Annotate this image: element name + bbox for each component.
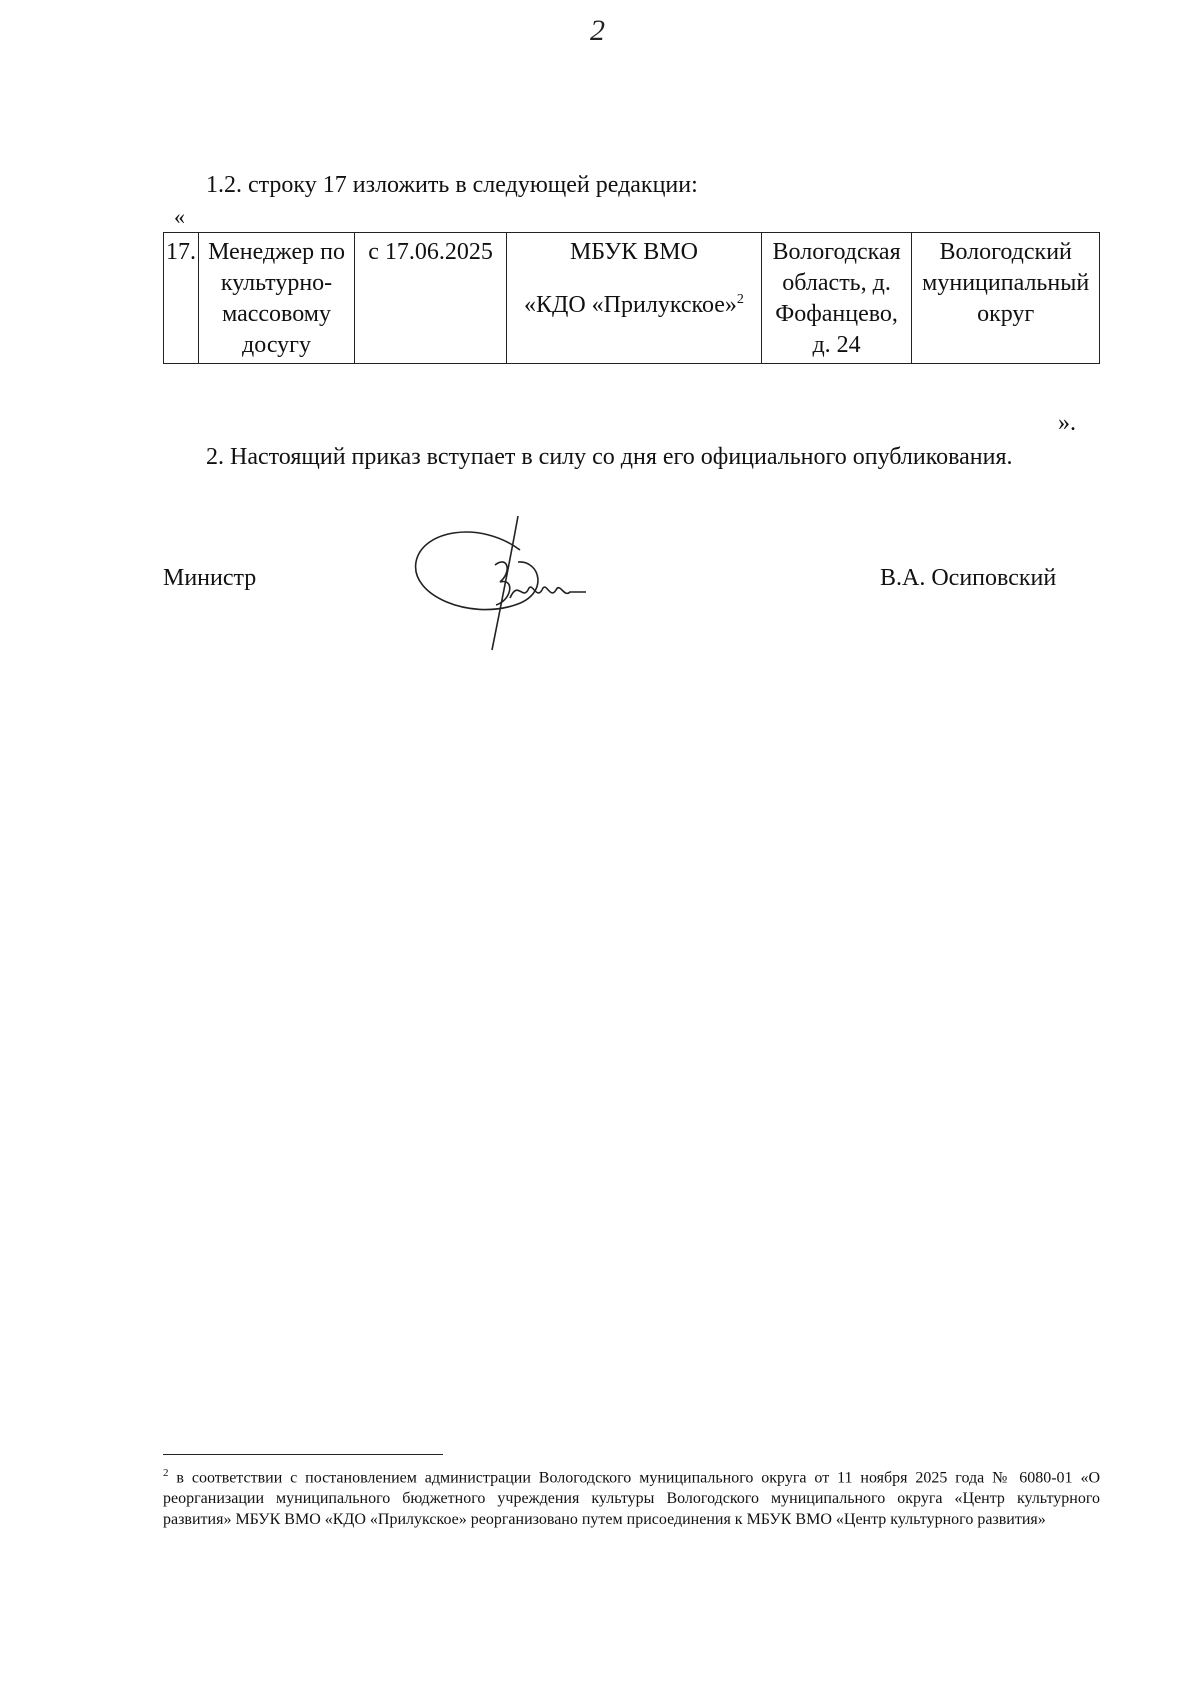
cell-address: Вологодская область, д. Фофанцево, д. 24 — [761, 233, 912, 364]
page-number: 2 — [590, 14, 605, 47]
footnote-ref: 2 — [736, 292, 744, 307]
organization-name: «КДО «Прилукское» — [523, 292, 737, 318]
organization-line-1: МБУК ВМО — [569, 239, 698, 265]
open-quote: « — [174, 204, 185, 229]
organization-line-2 — [509, 284, 759, 321]
cell-organization — [507, 233, 762, 364]
amendment-table — [163, 232, 1100, 364]
cell-position: Менеджер по культурно-массовому досугу — [199, 233, 355, 364]
cell-date: с 17.06.2025 — [355, 233, 507, 364]
table-row — [164, 233, 1100, 364]
close-quote: ». — [1058, 410, 1076, 436]
footnote — [163, 1463, 1100, 1530]
cell-row-number: 17. — [164, 233, 199, 364]
footnote-marker: 2 — [163, 1467, 169, 1479]
cell-municipality: Вологодский муниципальный округ — [912, 233, 1100, 364]
intro-line: 1.2. строку 17 изложить в следующей редакции: — [206, 172, 698, 198]
footnote-divider — [163, 1454, 443, 1455]
paragraph-2: 2. Настоящий приказ вступает в силу со дня его официального опубликования. — [206, 444, 1013, 470]
signatory-title: Министр — [163, 565, 257, 591]
footnote-text: в соответствии с постановлением администрации Вологодского муниципального округа от 11 ноября 2025 года № 6080-01 «О реорганизации муниципального бюджетного учреждения культуры Вологодского муниципального округа «Центр культурного развития» МБУК ВМО «КДО «Прилукское» реорганизовано путем присоединения к МБУК ВМО «Центр культурного развития» — [163, 1469, 1100, 1529]
signatory-name: В.А. Осиповский — [880, 565, 1057, 591]
handwritten-signature — [400, 510, 600, 660]
